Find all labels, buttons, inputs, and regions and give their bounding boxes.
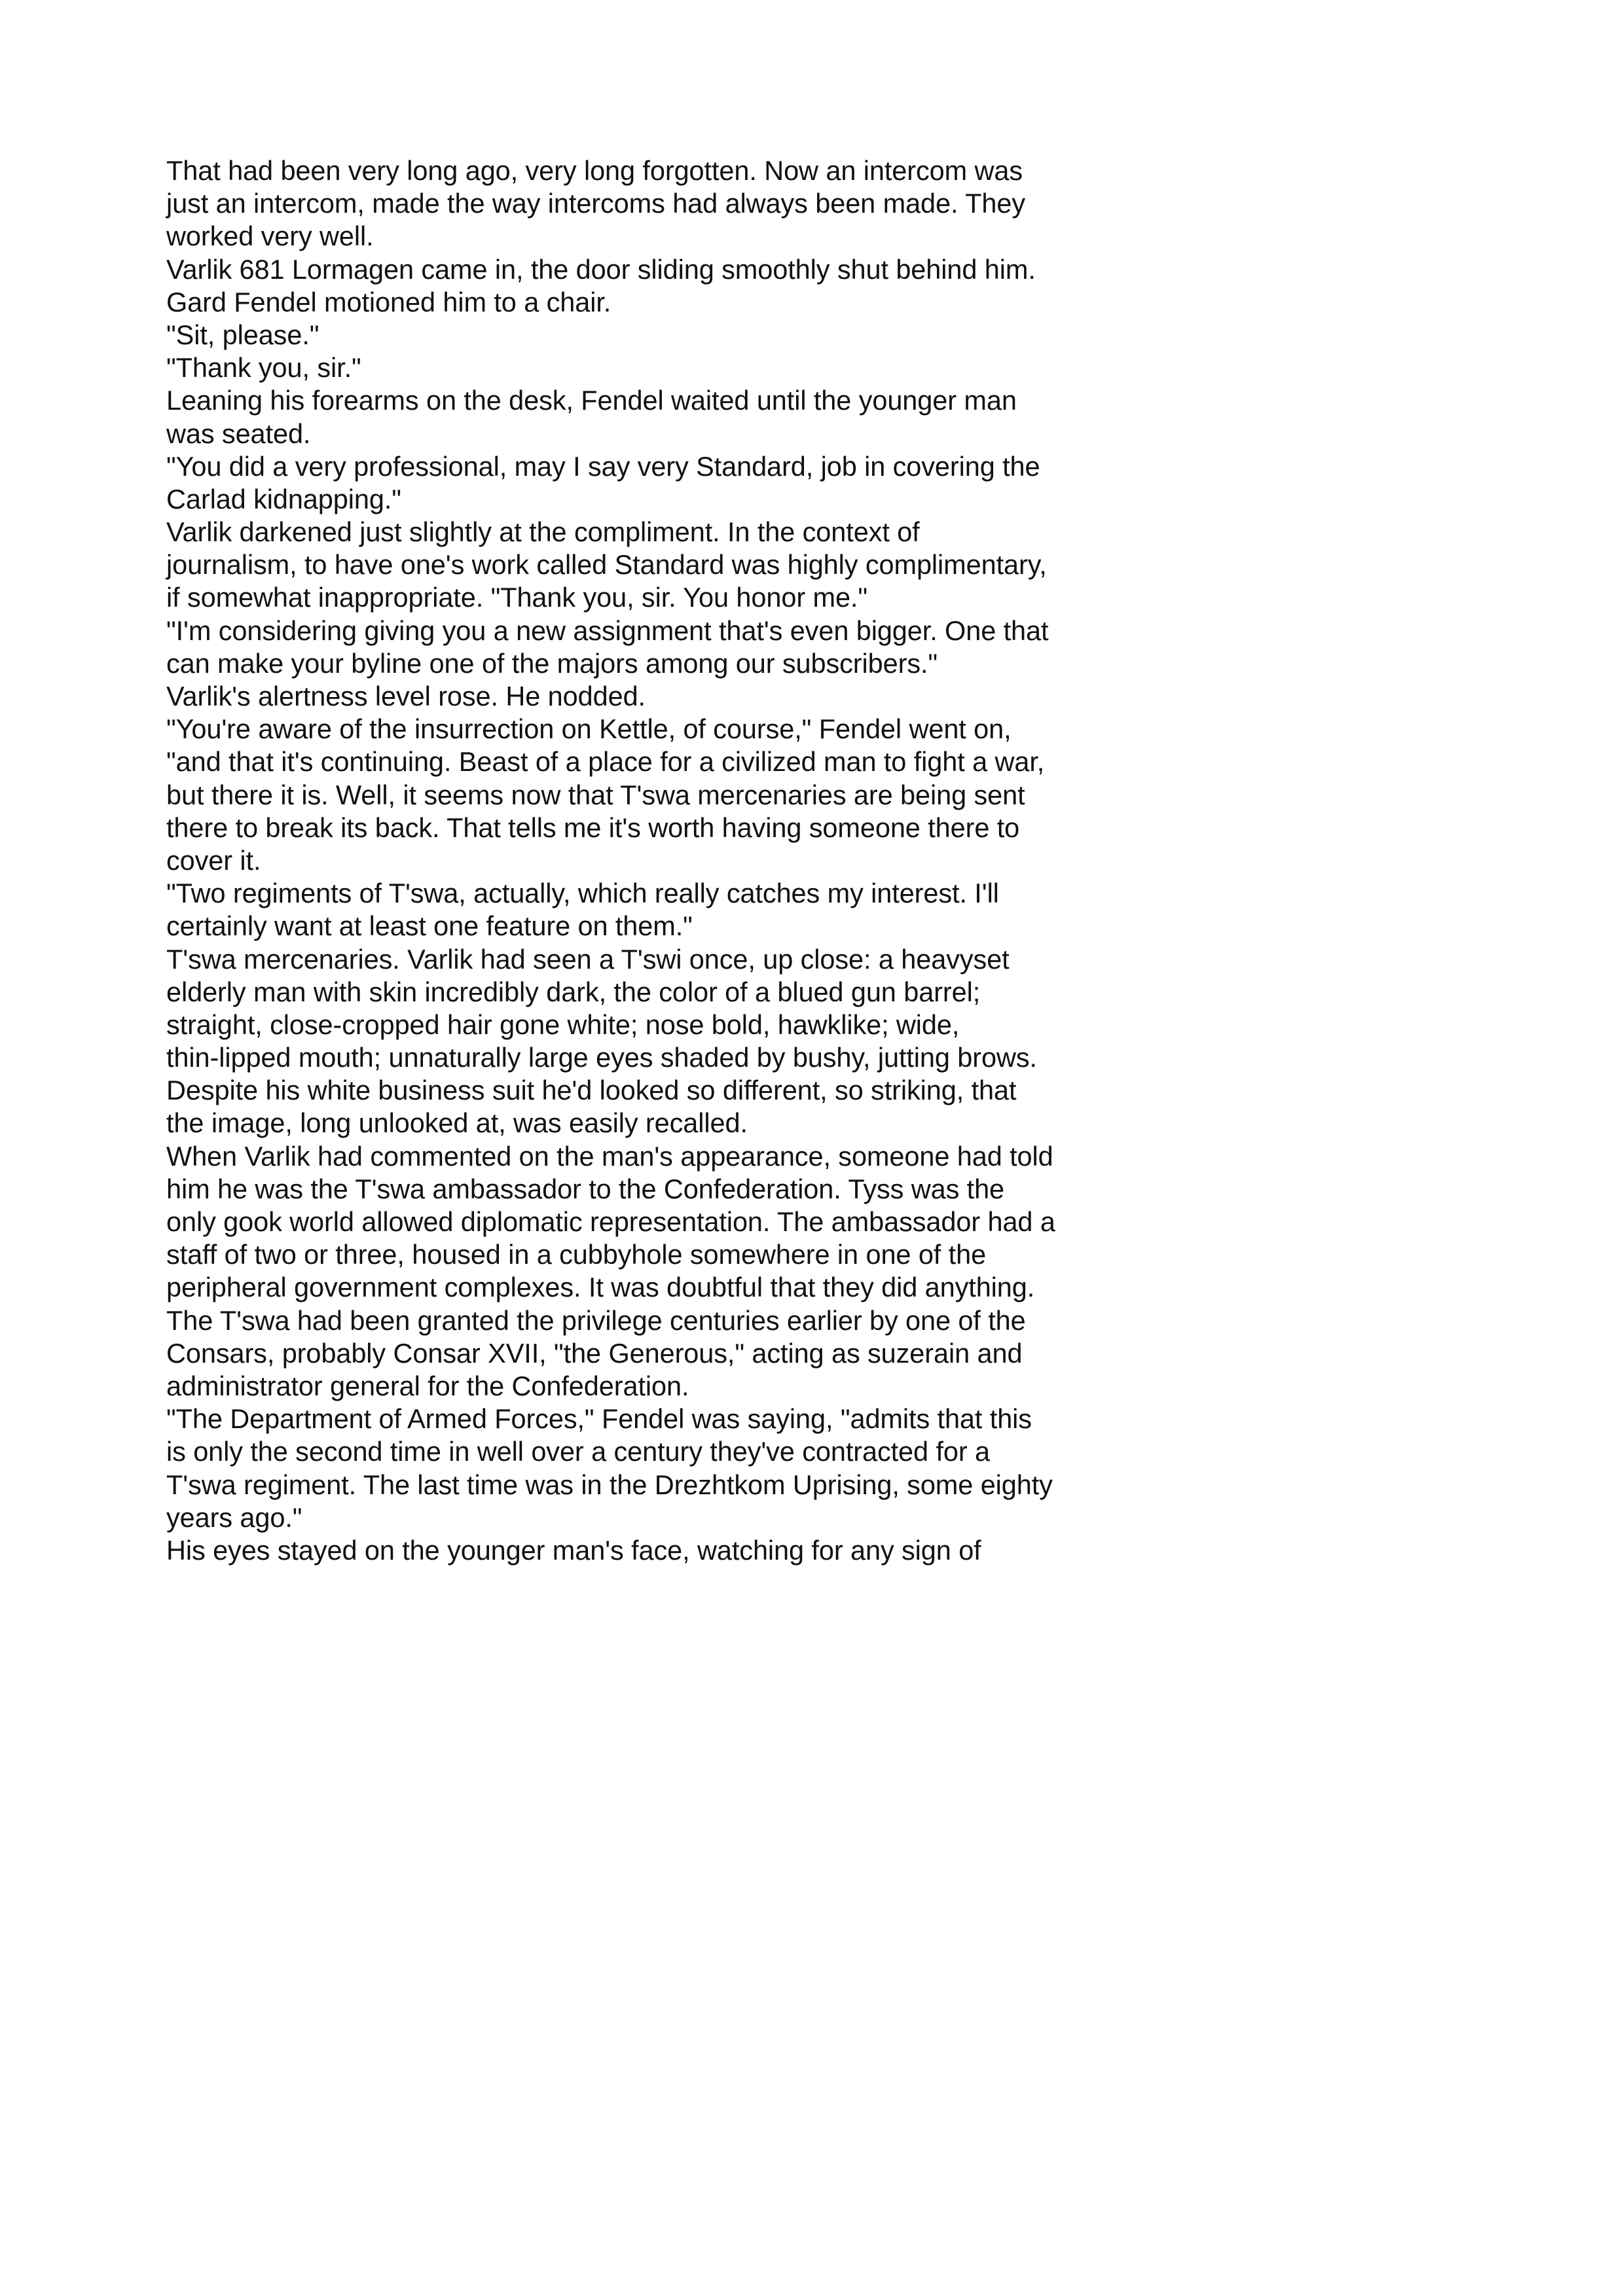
text-line: staff of two or three, housed in a cubbyhole somewhere in one of the (166, 1239, 987, 1270)
text-line: peripheral government complexes. It was doubtful that they did anything. (166, 1272, 1035, 1303)
body-text (166, 154, 1096, 1567)
text-line: "The Department of Armed Forces," Fendel was saying, "admits that this (166, 1403, 1032, 1435)
text-line: "Two regiments of T'swa, actually, which really catches my interest. I'll (166, 878, 999, 909)
text-line: can make your byline one of the majors among our subscribers." (166, 647, 938, 679)
text-line: was seated. (166, 418, 311, 449)
text-line: "Thank you, sir." (166, 352, 361, 384)
text-line: straight, close-cropped hair gone white; nose bold, hawklike; wide, (166, 1009, 960, 1040)
text-line: "and that it's continuing. Beast of a place for a civilized man to fight a war, (166, 746, 1045, 778)
text-line: T'swa regiment. The last time was in the Drezhtkom Uprising, some eighty (166, 1469, 1053, 1500)
text-line: The T'swa had been granted the privilege centuries earlier by one of the (166, 1304, 1026, 1336)
text-line: His eyes stayed on the younger man's face, watching for any sign of (166, 1534, 981, 1566)
text-line: Consars, probably Consar XVII, "the Generous," acting as suzerain and (166, 1337, 1023, 1369)
text-line: the image, long unlooked at, was easily recalled. (166, 1107, 748, 1139)
text-line: "You did a very professional, may I say very Standard, job in covering the (166, 450, 1040, 482)
text-line: Leaning his forearms on the desk, Fendel waited until the younger man (166, 385, 1017, 416)
text-line: him he was the T'swa ambassador to the Confederation. Tyss was the (166, 1173, 1005, 1204)
text-line: if somewhat inappropriate. "Thank you, sir. You honor me." (166, 582, 867, 613)
text-line: administrator general for the Confederation. (166, 1370, 689, 1401)
text-line: cover it. (166, 844, 261, 876)
text-line: Varlik 681 Lormagen came in, the door sliding smoothly shut behind him. (166, 253, 1036, 285)
text-line: elderly man with skin incredibly dark, the color of a blued gun barrel; (166, 976, 981, 1007)
text-line: but there it is. Well, it seems now that T'swa mercenaries are being sent (166, 779, 1025, 810)
text-line: "Sit, please." (166, 319, 319, 350)
text-line: When Varlik had commented on the man's appearance, someone had told (166, 1140, 1053, 1172)
text-line: Varlik's alertness level rose. He nodded. (166, 681, 646, 711)
text-line: Varlik darkened just slightly at the compliment. In the context of (166, 516, 920, 548)
text-line: T'swa mercenaries. Varlik had seen a T'swi once, up close: a heavyset (166, 943, 1010, 975)
text-line: years ago." (166, 1501, 302, 1533)
text-line: Carlad kidnapping." (166, 483, 401, 514)
text-line: "You're aware of the insurrection on Kettle, of course," Fendel went on, (166, 713, 1012, 745)
text-line: is only the second time in well over a century they've contracted for a (166, 1436, 990, 1467)
text-line: Gard Fendel motioned him to a chair. (166, 286, 611, 317)
text-line: there to break its back. That tells me it's worth having someone there to (166, 812, 1020, 843)
text-line: worked very well. (166, 221, 374, 252)
text-line: thin-lipped mouth; unnaturally large eyes shaded by bushy, jutting brows. (166, 1042, 1037, 1073)
text-line: only gook world allowed diplomatic representation. The ambassador had a (166, 1206, 1055, 1237)
text-line: Despite his white business suit he'd looked so different, so striking, that (166, 1075, 1017, 1106)
text-line: That had been very long ago, very long forgotten. Now an intercom was (166, 155, 1023, 186)
text-line: certainly want at least one feature on them." (166, 910, 693, 942)
text-line: journalism, to have one's work called Standard was highly complimentary, (166, 549, 1047, 581)
text-line: "I'm considering giving you a new assignment that's even bigger. One that (166, 615, 1049, 646)
text-line: just an intercom, made the way intercoms had always been made. They (166, 188, 1025, 219)
